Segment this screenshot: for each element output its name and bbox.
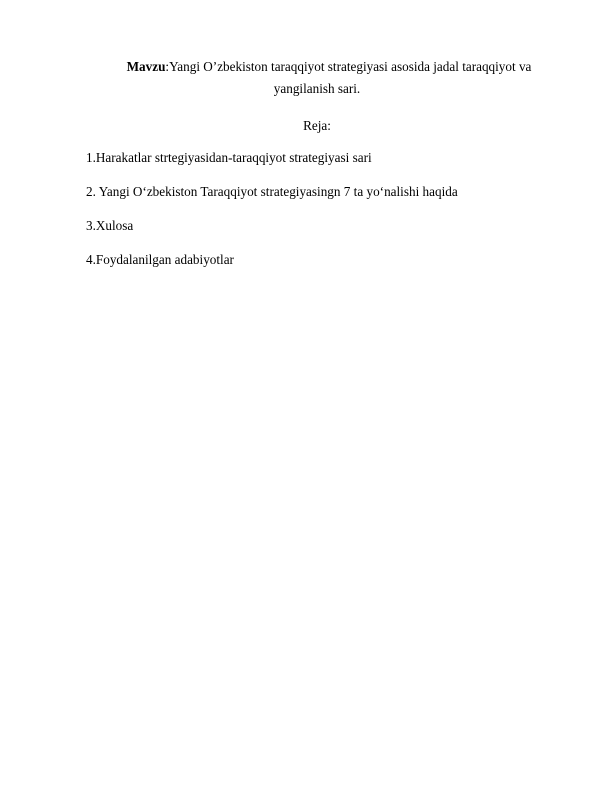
topic-title-line2: yangilanish sari.: [273, 81, 361, 96]
topic-title-line1: :Yangi O’zbekiston taraqqiyot strategiyasi asosida jadal taraqqiyot va: [165, 59, 532, 74]
plan-item-4: 4.Foydalanilgan adabiyotlar: [86, 252, 234, 267]
plan-item-3: 3.Xulosa: [86, 218, 134, 233]
plan-heading: Reja:: [303, 118, 331, 133]
plan-item-1: 1.Harakatlar strtegiyasidan-taraqqiyot strategiyasi sari: [86, 150, 372, 165]
topic-heading: [86, 56, 548, 100]
topic-label: Mavzu: [126, 59, 166, 74]
plan-item-2: 2. Yangi O‘zbekiston Taraqqiyot strategiyasingn 7 ta yo‘nalishi haqida: [86, 184, 458, 199]
